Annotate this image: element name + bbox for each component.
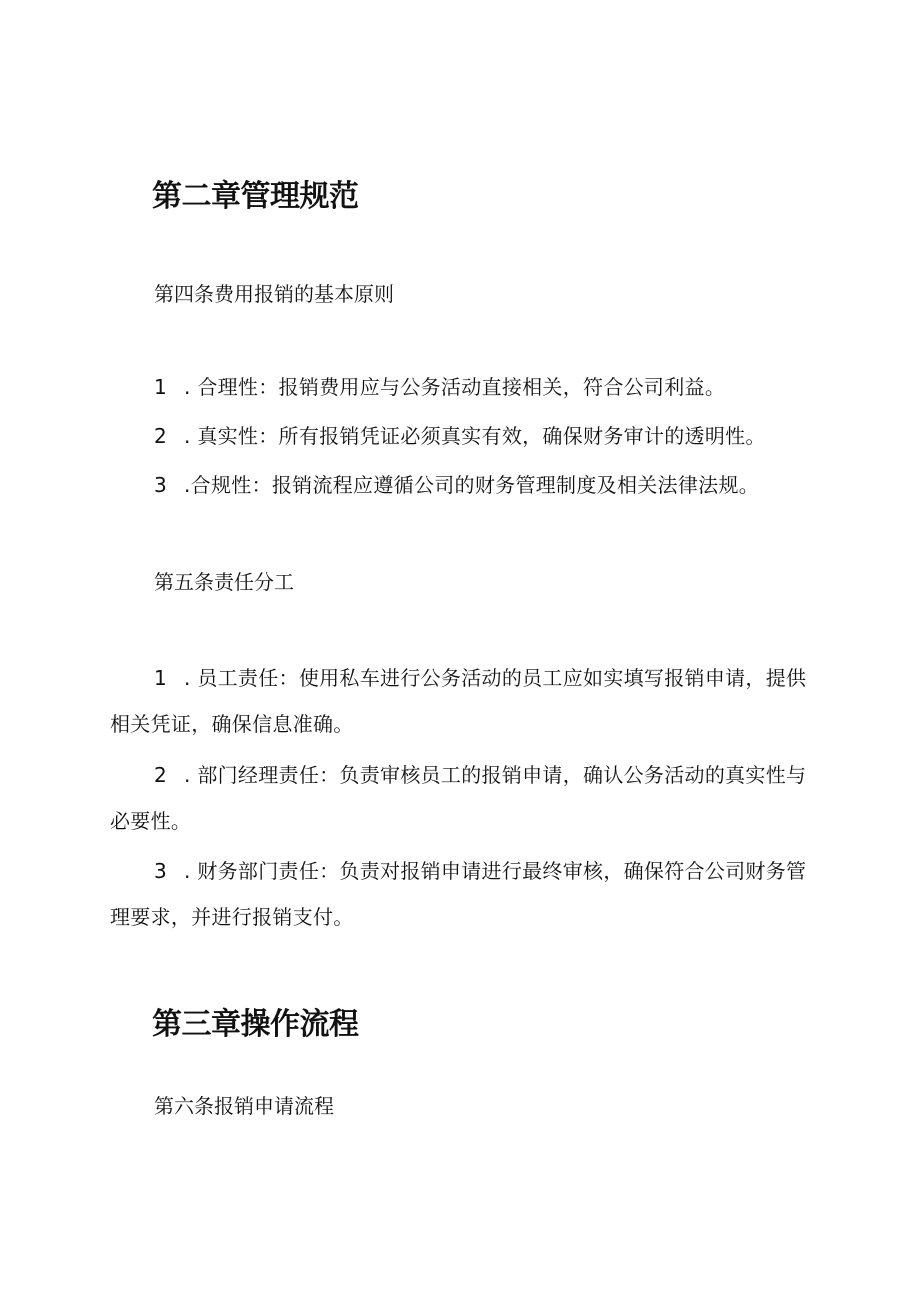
item-text: . 财务部门责任：负责对报销申请进行最终审核，确保符合公司财务管理要求，并进行报销支付。 [110,859,807,929]
item-text: . 部门经理责任：负责审核员工的报销申请，确认公务活动的真实性与必要性。 [110,763,807,833]
item-number: 3 [154,473,168,497]
item-number: 3 [154,859,168,883]
item-text: .合规性：报销流程应遵循公司的财务管理制度及相关法律法规。 [184,473,760,497]
item-number: 1 [154,375,168,399]
article-4-title: 第四条费用报销的基本原则 [154,282,394,306]
item-text: . 员工责任：使用私车进行公务活动的员工应如实填写报销申请，提供相关凭证，确保信息准确。 [110,666,807,736]
item-number: 2 [154,424,168,448]
article-5-title: 第五条责任分工 [154,570,294,594]
article-4-item-1 [110,364,812,410]
article-4-item-3 [110,462,812,508]
article-5-item-2 [110,752,812,844]
article-5-item-1 [110,655,812,747]
chapter-3-title: 第三章操作流程 [152,1007,359,1042]
article-6-title: 第六条报销申请流程 [154,1094,334,1118]
item-number: 2 [154,763,168,787]
item-text: . 真实性：所有报销凭证必须真实有效，确保财务审计的透明性。 [184,424,766,448]
item-number: 1 [154,666,168,690]
chapter-2-title: 第二章管理规范 [152,179,359,214]
item-text: . 合理性：报销费用应与公务活动直接相关，符合公司利益。 [184,375,726,399]
article-5-item-3 [110,848,812,940]
article-4-item-2 [110,413,812,459]
